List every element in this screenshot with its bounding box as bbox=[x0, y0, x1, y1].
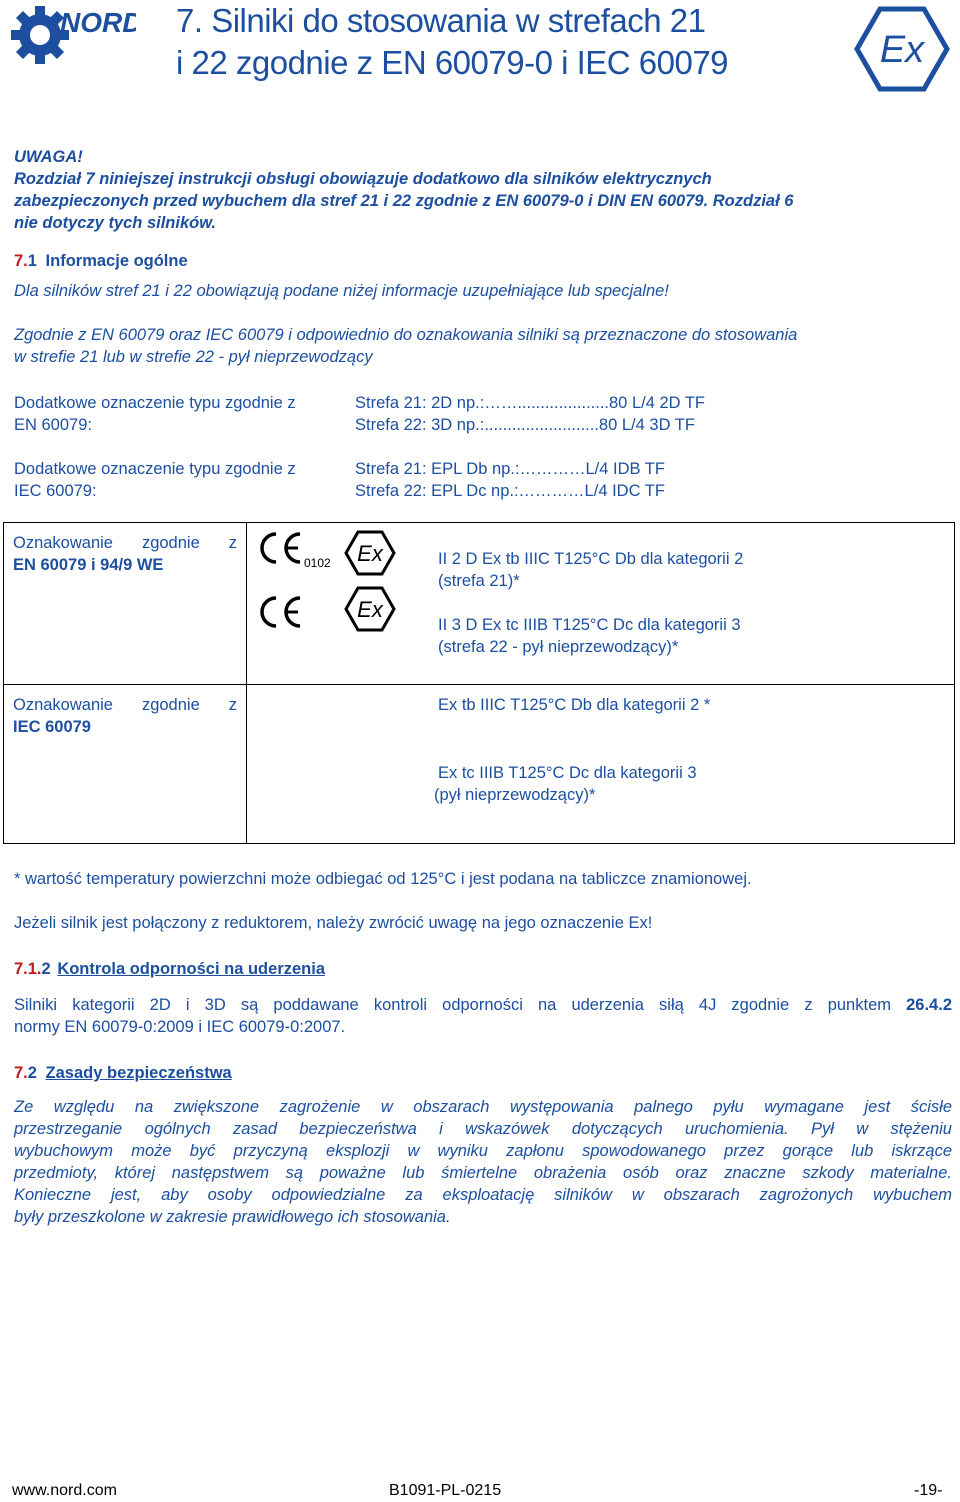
page-title-line2: i 22 zgodnie z EN 60079-0 i IEC 60079 bbox=[176, 44, 729, 81]
category-line2: (strefa 22 - pył nieprzewodzący)* bbox=[438, 638, 679, 656]
notice-line2 bbox=[14, 190, 952, 212]
category-line2: (pył nieprzewodzący)* bbox=[434, 786, 596, 804]
section-paragraph bbox=[14, 324, 952, 368]
impact-line2: normy EN 60079-0:2009 i IEC 60079-0:2007. bbox=[14, 1018, 346, 1036]
safety-paragraph bbox=[14, 1096, 952, 1228]
impact-line1-text: Silniki kategorii 2D i 3D są poddawane kontroli odporności na uderzenia siłą 4J zgodnie z punktem bbox=[14, 996, 891, 1014]
notice-line2-text: zabezpieczonych przed wybuchem dla stref 21 i 22 zgodnie z EN 60079-0 i DIN EN 60079. bbox=[14, 192, 709, 210]
ce-mark-icon bbox=[256, 594, 304, 630]
notice-line2-rest: Rozdział 6 bbox=[712, 192, 794, 210]
category-line1: II 3 D Ex tc IIIB T125°C Dc dla kategorii 3 bbox=[438, 616, 741, 634]
gear-icon bbox=[8, 2, 136, 64]
nord-logo bbox=[8, 2, 136, 64]
notice-line3: nie dotyczy tych silników. bbox=[14, 214, 217, 232]
designation-row1: Strefa 21: EPL Db np.:…………L/4 IDB TF bbox=[355, 460, 665, 478]
ex-icon bbox=[854, 6, 950, 92]
section-number: 7.1. bbox=[14, 960, 42, 978]
section-number-sub: 1 bbox=[27, 252, 37, 270]
section-number: 7. bbox=[14, 252, 28, 270]
row1-category2 bbox=[438, 548, 743, 592]
section-intro: Dla silników stref 21 i 22 obowiązują podane niżej informacje uzupełniające lub specjalne! bbox=[14, 282, 669, 300]
designation-values-iec bbox=[355, 458, 665, 502]
ex-hexagon-icon bbox=[344, 586, 396, 632]
impact-test-paragraph bbox=[14, 994, 952, 1038]
svg-text:Ex: Ex bbox=[357, 597, 383, 622]
ex-hexagon-icon bbox=[344, 530, 396, 576]
svg-text:Ex: Ex bbox=[879, 29, 925, 71]
row2-category2: Ex tb IIIC T125°C Db dla kategorii 2 * bbox=[438, 696, 711, 714]
safety-line: Ze względu na zwiększone zagrożenie w obszarach występowania palnego pyłu wymagane jest ścisłe bbox=[14, 1098, 952, 1116]
notified-body-number: 0102 bbox=[304, 556, 331, 570]
section-title: Zasady bezpieczeństwa bbox=[45, 1064, 232, 1082]
gearbox-note: Jeżeli silnik jest połączony z reduktorem, należy zwrócić uwagę na jego oznaczenie Ex! bbox=[14, 914, 653, 932]
designation-label1: Dodatkowe oznaczenie typu zgodnie z bbox=[14, 394, 296, 412]
row-label-line2: EN 60079 i 94/9 WE bbox=[13, 556, 164, 574]
svg-text:Ex: Ex bbox=[357, 541, 383, 566]
safety-line: przestrzeganie ogólnych zasad bezpieczeństwa i wskazówek dotyczących uruchomienia. Pył w stężeniu bbox=[14, 1120, 952, 1138]
designation-label2: EN 60079: bbox=[14, 416, 92, 434]
designation-row2: Strefa 22: EPL Dc np.:…………L/4 IDC TF bbox=[355, 482, 665, 500]
section-number-sub: 2 bbox=[27, 1064, 37, 1082]
section-heading-7-1-2 bbox=[14, 958, 325, 980]
section-number: 7. bbox=[14, 1064, 28, 1082]
safety-line: były przeszkolone w zakresie prawidłowego ich stosowania. bbox=[14, 1208, 451, 1226]
section-title: Kontrola odporności na uderzenia bbox=[57, 960, 326, 978]
safety-line: wybuchowym może być przyczyną eksplozji w wyniku zapłonu spowodowanego przez gorące lub iskrzące bbox=[14, 1142, 952, 1160]
table-row1-label bbox=[13, 532, 237, 576]
designation-row2: Strefa 22: 3D np.:.........................80 L/4 3D TF bbox=[355, 416, 695, 434]
row2-category3 bbox=[434, 762, 697, 806]
impact-line1-ref: 26.4.2 bbox=[906, 996, 952, 1014]
notice-block bbox=[14, 146, 952, 234]
table-divider-h bbox=[3, 684, 955, 685]
category-line1: II 2 D Ex tb IIIC T125°C Db dla kategorii 2 bbox=[438, 550, 744, 568]
section-number-sub: 2 bbox=[41, 960, 51, 978]
paragraph-line2: w strefie 21 lub w strefie 22 - pył nieprzewodzący bbox=[14, 348, 373, 366]
ce-mark-icon bbox=[256, 530, 304, 566]
row-label-line2: IEC 60079 bbox=[13, 718, 91, 736]
section-heading-7-1 bbox=[14, 250, 188, 272]
notice-line1: Rozdział 7 niniejszej instrukcji obsługi obowiązuje dodatkowo dla silników elektrycznych bbox=[14, 170, 712, 188]
footer-page-number: -19- bbox=[914, 1482, 943, 1499]
row1-category3 bbox=[438, 614, 741, 658]
footer-website[interactable]: www.nord.com bbox=[12, 1482, 117, 1499]
designation-row1: Strefa 21: 2D np.:……....................80 L/4 2D TF bbox=[355, 394, 706, 412]
temperature-note: * wartość temperatury powierzchni może odbiegać od 125°C i jest podana na tabliczce znamionowej. bbox=[14, 870, 752, 888]
row-label-line1: Oznakowanie zgodnie z bbox=[13, 696, 237, 714]
notice-label: UWAGA! bbox=[14, 148, 83, 166]
designation-label2: IEC 60079: bbox=[14, 482, 97, 500]
footer-doc-code: B1091-PL-0215 bbox=[389, 1482, 502, 1499]
section-title: Informacje ogólne bbox=[45, 252, 188, 270]
row-label-line1: Oznakowanie zgodnie z bbox=[13, 534, 237, 552]
svg-text:NORD: NORD bbox=[60, 7, 136, 38]
table-divider-v bbox=[246, 522, 247, 844]
impact-line1 bbox=[14, 994, 952, 1016]
category-line2: (strefa 21)* bbox=[438, 572, 520, 590]
safety-line: Konieczne jest, aby osoby odpowiedzialne za eksploatację silników w obszarach zagrożonych wybuchem bbox=[14, 1186, 952, 1204]
designation-block-iec bbox=[14, 458, 296, 502]
category-line1: Ex tc IIIB T125°C Dc dla kategorii 3 bbox=[438, 764, 697, 782]
designation-block-en bbox=[14, 392, 296, 436]
designation-label1: Dodatkowe oznaczenie typu zgodnie z bbox=[14, 460, 296, 478]
designation-values-en bbox=[355, 392, 705, 436]
section-heading-7-2 bbox=[14, 1062, 232, 1084]
page-title-line1: 7. Silniki do stosowania w strefach 21 bbox=[176, 2, 706, 39]
paragraph-line1: Zgodnie z EN 60079 oraz IEC 60079 i odpowiednio do oznakowania silniki są przeznaczone do stosowania bbox=[14, 326, 798, 344]
page-title bbox=[176, 0, 729, 84]
table-row2-label bbox=[13, 694, 237, 738]
safety-line: przedmioty, której następstwem są poważne lub śmiertelne obrażenia osób oraz znaczne szkody materialne. bbox=[14, 1164, 952, 1182]
